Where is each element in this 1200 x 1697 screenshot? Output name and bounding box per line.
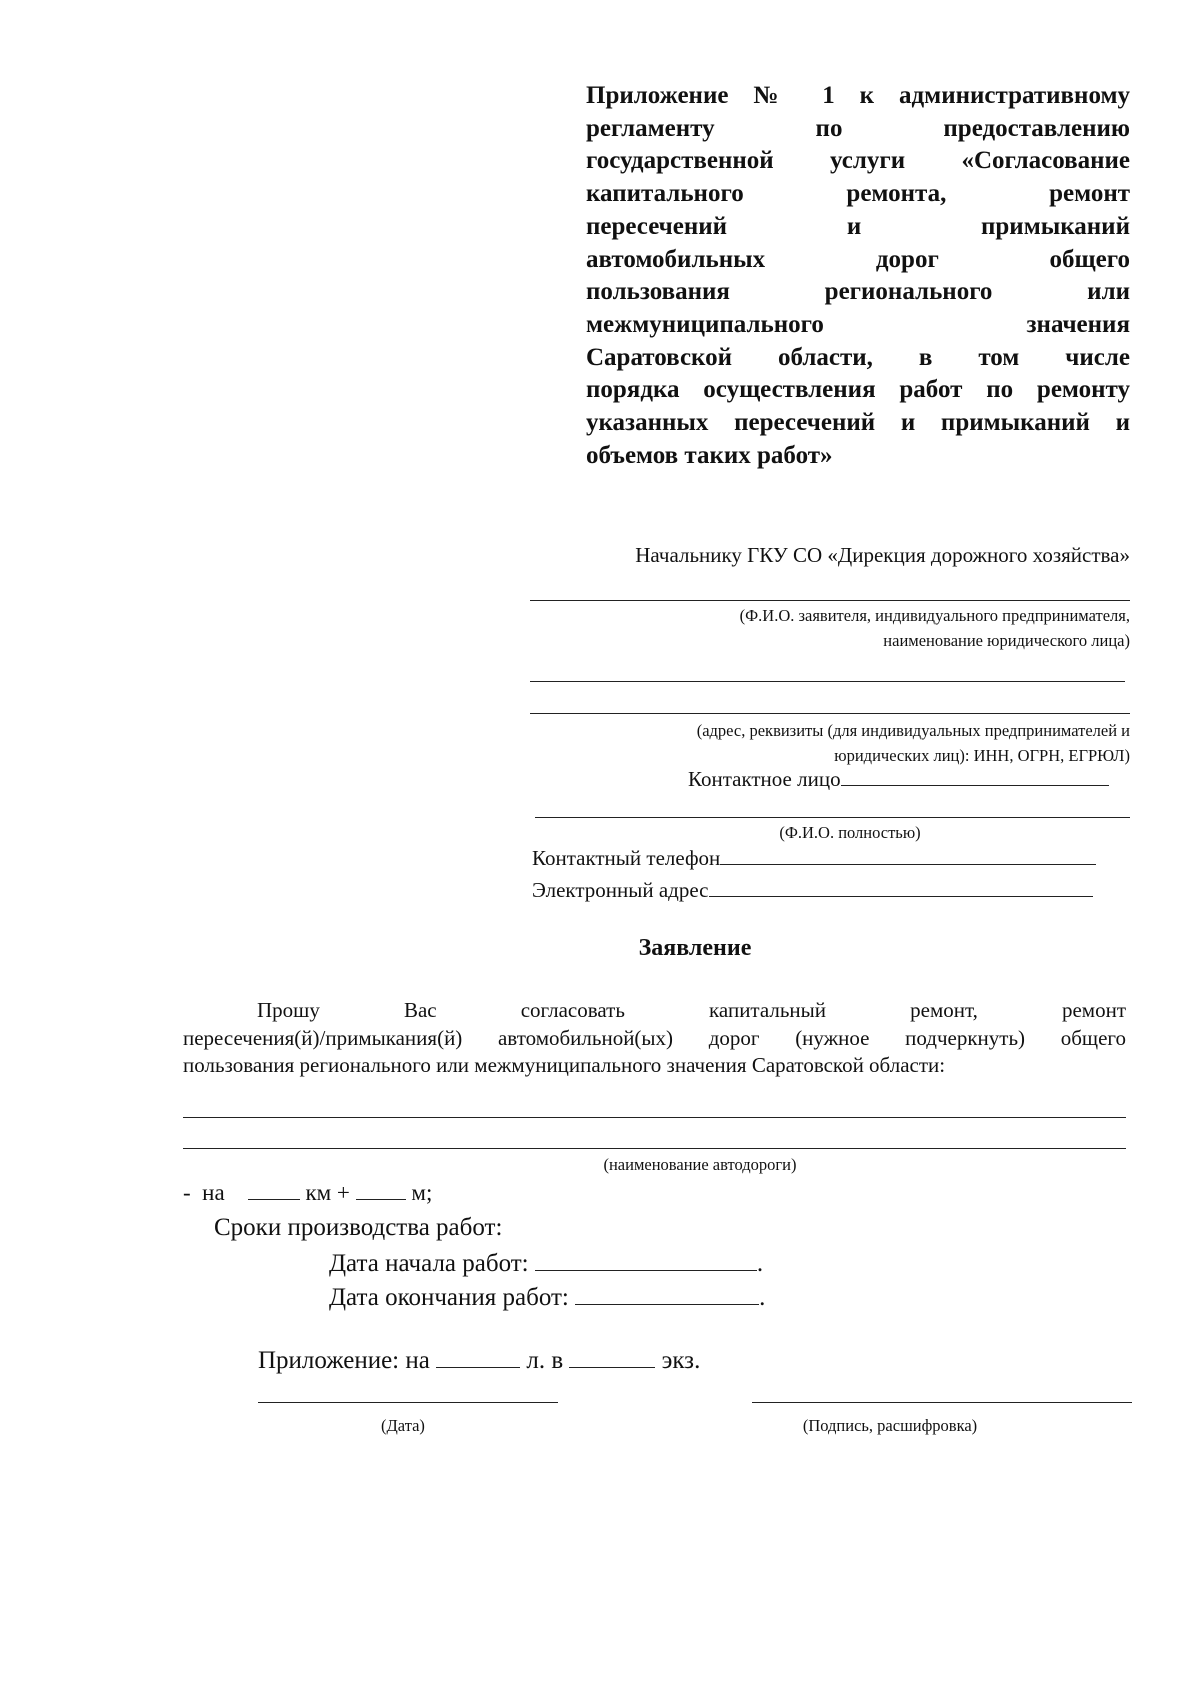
page-title: Заявление	[638, 935, 752, 961]
copies-input[interactable]	[569, 1347, 655, 1368]
end-date-field	[329, 1284, 765, 1312]
address-hint	[510, 718, 1130, 768]
start-date-period: .	[756, 1250, 764, 1277]
km-dash: -	[183, 1180, 191, 1205]
phone-input[interactable]	[720, 844, 1096, 865]
date-hint: (Дата)	[381, 1416, 425, 1435]
km-label: км +	[305, 1180, 350, 1205]
signature-hint: (Подпись, расшифровка)	[802, 1416, 978, 1435]
appendix-header	[586, 80, 1130, 472]
km-na-label: на	[202, 1180, 225, 1205]
terms-label: Сроки производства работ:	[214, 1214, 503, 1241]
applicant-hint-line-1: (Ф.И.О. заявителя, индивидуального предпринимателя,	[739, 606, 1130, 625]
start-date-field	[329, 1250, 763, 1278]
appendix-line: пользования регионального или	[586, 278, 1130, 306]
road-name-line-1[interactable]	[183, 1117, 1126, 1118]
request-line: пользования регионального или межмуниципального значения Саратовской области:	[183, 1053, 946, 1077]
appendix-line: указанных пересечений и примыканий и	[586, 409, 1130, 437]
phone-field	[532, 844, 1096, 871]
date-line[interactable]	[258, 1402, 558, 1403]
road-hint: (наименование автодороги)	[603, 1155, 797, 1174]
address-line-2[interactable]	[530, 713, 1130, 714]
start-date-label: Дата начала работ:	[329, 1250, 529, 1277]
appendix-line: пересечений и примыканий	[586, 212, 1130, 240]
appendix-line: капитального ремонта, ремонт	[586, 180, 1130, 208]
addressee: Начальнику ГКУ СО «Дирекция дорожного хозяйства»	[635, 543, 1130, 567]
contact-person-input[interactable]	[841, 765, 1109, 786]
appendix-line: автомобильных дорог общего	[586, 245, 1130, 273]
appendix-line: Саратовской области, в том числе	[586, 343, 1130, 371]
end-date-label: Дата окончания работ:	[329, 1284, 569, 1311]
appendix-line: объемов таких работ»	[586, 441, 833, 469]
sheets-label: л. в	[526, 1347, 564, 1374]
email-label: Электронный адрес	[532, 878, 709, 902]
contact-person-field	[688, 765, 1109, 792]
km-field	[183, 1179, 432, 1206]
appendix-line: государственной услуги «Согласование	[586, 147, 1130, 175]
address-hint-line-1: (адрес, реквизиты (для индивидуальных предпринимателей и	[696, 721, 1130, 740]
applicant-name-line[interactable]	[530, 600, 1130, 601]
applicant-hint	[510, 603, 1130, 653]
email-field	[532, 876, 1093, 903]
address-line-1[interactable]	[530, 681, 1125, 682]
request-paragraph	[183, 997, 1126, 1080]
request-line: пересечения(й)/примыкания(й) автомобильной(ых) дорог (нужное подчеркнуть) общего	[183, 1025, 1126, 1050]
road-name-line-2[interactable]	[183, 1148, 1126, 1149]
m-input[interactable]	[356, 1179, 406, 1200]
applicant-hint-line-2: наименование юридического лица)	[883, 631, 1130, 650]
address-hint-line-2: юридических лиц): ИНН, ОГРН, ЕГРЮЛ)	[834, 746, 1130, 765]
end-date-period: .	[759, 1284, 766, 1311]
appendix-line: регламенту по предоставлению	[586, 114, 1130, 142]
phone-label: Контактный телефон	[532, 846, 721, 870]
appendix-line: межмуниципального значения	[586, 310, 1130, 338]
contact-person-label: Контактное лицо	[688, 767, 841, 791]
copies-label: экз.	[661, 1347, 701, 1374]
start-date-input[interactable]	[535, 1250, 757, 1271]
attachment-field	[258, 1347, 700, 1375]
sheets-input[interactable]	[436, 1347, 520, 1368]
contact-person-line-2[interactable]	[535, 817, 1130, 818]
attachment-label: Приложение: на	[258, 1347, 430, 1374]
email-input[interactable]	[709, 876, 1093, 897]
appendix-line: порядка осуществления работ по ремонту	[586, 376, 1130, 404]
m-label: м;	[411, 1180, 433, 1205]
request-line: Прошу Вас согласовать капитальный ремонт, ремонт	[257, 998, 1126, 1022]
appendix-line: Приложение № 1 к административному	[586, 82, 1130, 109]
fio-hint: (Ф.И.О. полностью)	[779, 823, 921, 842]
signature-line[interactable]	[752, 1402, 1132, 1403]
end-date-input[interactable]	[575, 1284, 759, 1305]
km-input[interactable]	[248, 1179, 300, 1200]
